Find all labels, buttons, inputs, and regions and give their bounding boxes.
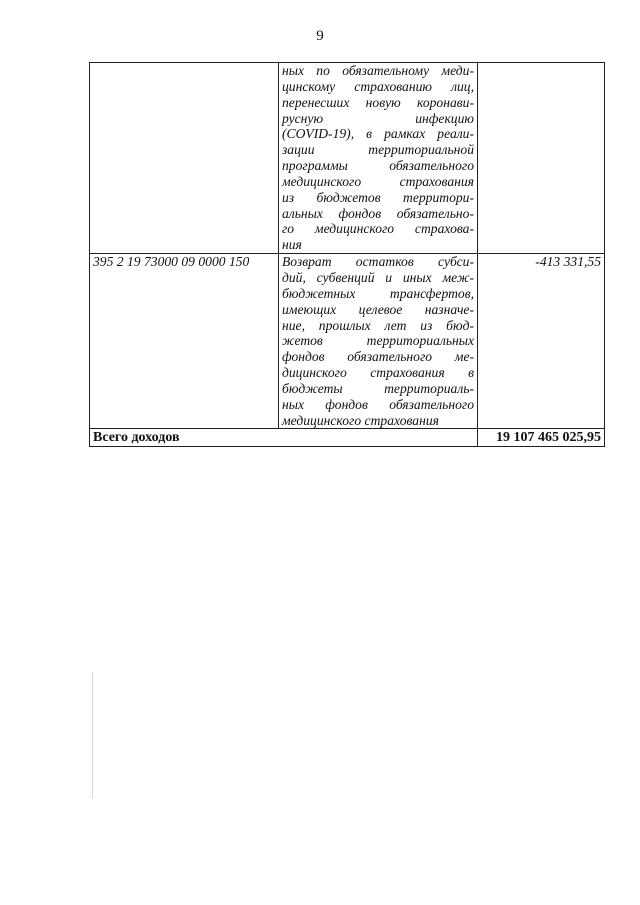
table-row-total (90, 429, 605, 447)
name-line: альных фондов обязательно- (282, 205, 474, 221)
name-line: цинскому страхованию лиц, (282, 78, 474, 94)
total-sum: 19 107 465 025,95 (478, 429, 605, 447)
name-cell (279, 254, 478, 429)
name-line: русную инфекцию (282, 110, 474, 126)
name-cell (279, 63, 478, 254)
total-label: Всего доходов (90, 429, 478, 447)
name-line: перенесших новую коронави- (282, 94, 474, 110)
name-line: (COVID-19), в рамках реали- (282, 126, 474, 142)
name-line: программы обязательного (282, 158, 474, 174)
name-line: дицинского страхования в (282, 365, 474, 381)
sum-cell: -413 331,55 (478, 254, 605, 429)
name-line: зации территориальной (282, 142, 474, 158)
name-line: жетов территориальных (282, 333, 474, 349)
name-line: имеющих целевое назначе- (282, 301, 474, 317)
name-line: Возврат остатков субси- (282, 254, 474, 270)
name-line: дий, субвенций и иных меж- (282, 269, 474, 285)
table-row-refund (90, 254, 605, 429)
name-line: ние, прошлых лет из бюд- (282, 317, 474, 333)
name-line: бюджетных трансфертов, (282, 285, 474, 301)
revenue-table (89, 62, 605, 447)
name-line: ния (282, 237, 302, 253)
name-line: медицинского страхования (282, 173, 474, 189)
table-row-continuation (90, 63, 605, 254)
name-line: бюджеты территориаль- (282, 380, 474, 396)
page-number: 9 (316, 28, 324, 44)
name-line: из бюджетов территори- (282, 189, 474, 205)
code-cell: 395 2 19 73000 09 0000 150 (90, 254, 279, 429)
name-line: ных фондов обязательного (282, 396, 474, 412)
name-line: ных по обязательному меди- (282, 63, 474, 78)
name-line: фондов обязательного ме- (282, 349, 474, 365)
scan-margin-artifact (92, 672, 93, 797)
code-cell (90, 63, 279, 254)
sum-cell (478, 63, 605, 254)
name-line: го медицинского страхова- (282, 221, 474, 237)
name-line: медицинского страхования (282, 412, 439, 428)
